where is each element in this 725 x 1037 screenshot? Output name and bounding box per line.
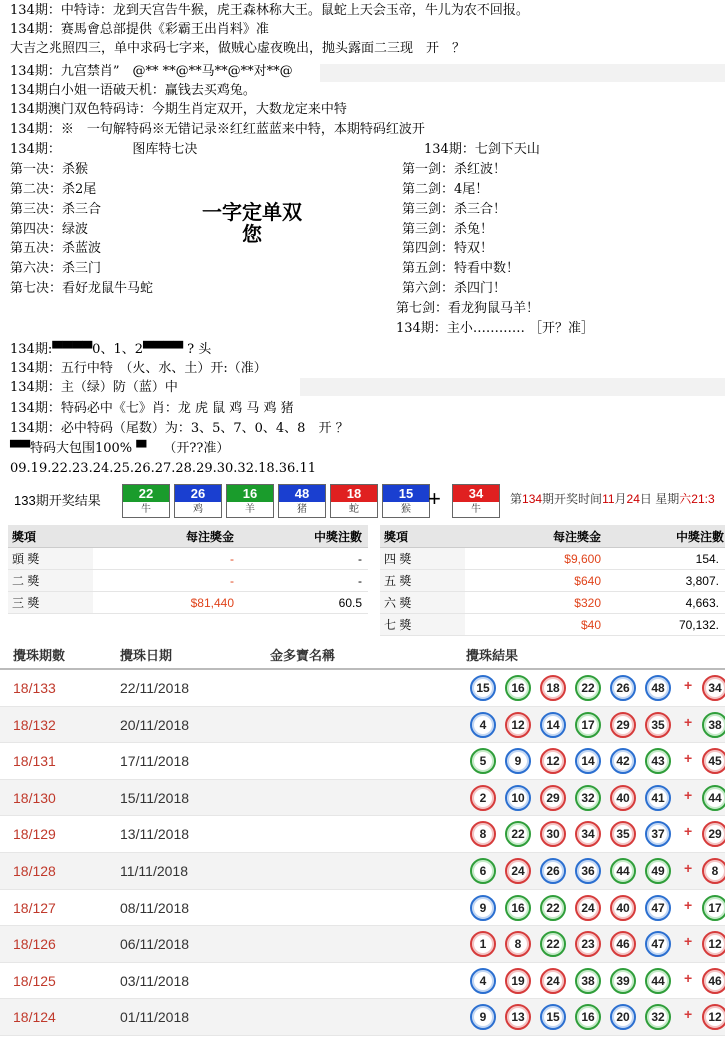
plus-icon: + xyxy=(684,750,693,767)
lottery-ball: 8 xyxy=(505,931,531,957)
draw-date: 11/11/2018 xyxy=(120,862,188,879)
draw-date: 15/11/2018 xyxy=(120,789,190,806)
draw-period[interactable]: 18/129 xyxy=(13,826,56,843)
prize-name: 五 獎 xyxy=(380,570,465,592)
draw-period[interactable]: 18/127 xyxy=(13,899,56,916)
plus-icon: + xyxy=(684,896,693,913)
text-line: 134期：必中特码（尾数）为：3、5、7、0、4、8 开 ？ xyxy=(10,421,349,436)
lottery-ball: 22 xyxy=(575,675,601,701)
special-ball: 17 xyxy=(702,895,725,921)
lottery-ball: 9 xyxy=(505,748,531,774)
plus-icon: + xyxy=(684,786,693,803)
col-header: 攪珠結果 xyxy=(466,648,519,663)
lottery-ball: 12 xyxy=(540,748,566,774)
lottery-ball: 20 xyxy=(610,1004,636,1030)
table-row xyxy=(0,926,725,963)
prize-amount: $81,440 xyxy=(93,592,235,614)
lottery-ball: 9 xyxy=(470,895,496,921)
lottery-ball: 35 xyxy=(610,821,636,847)
left-col-item: 第三决：杀三合 xyxy=(10,202,102,217)
lottery-ball: 24 xyxy=(575,895,601,921)
plus-icon: + xyxy=(684,859,693,876)
ball-zodiac: 鸡 xyxy=(175,502,221,517)
prize-count: 70,132. xyxy=(602,614,725,636)
row-shade xyxy=(320,64,725,82)
draw-period[interactable]: 18/124 xyxy=(13,1009,56,1026)
prize-count: 60.5 xyxy=(235,592,368,614)
draw-period[interactable]: 18/126 xyxy=(13,936,56,953)
ball-number: 34 xyxy=(453,485,499,502)
col-header: 金多寶名稱 xyxy=(270,648,336,663)
col-header: 攪珠日期 xyxy=(120,648,173,663)
lottery-ball: 15 xyxy=(540,1004,566,1030)
ball-zodiac: 牛 xyxy=(123,502,169,517)
left-col-item: 第一决：杀猴 xyxy=(10,162,89,177)
lottery-ball: 44 xyxy=(610,858,636,884)
right-col-item: 第六剑：杀四门！ xyxy=(402,281,507,296)
table-row xyxy=(0,963,725,1000)
right-col-item: 第七剑：看龙狗鼠马羊！ xyxy=(396,301,540,316)
lottery-ball: 47 xyxy=(645,895,671,921)
prize-count: - xyxy=(235,548,368,570)
prev-ball xyxy=(330,484,378,518)
prize-row xyxy=(380,614,725,636)
lottery-ball: 1 xyxy=(470,931,496,957)
draw-date: 08/11/2018 xyxy=(120,899,190,916)
prev-ball xyxy=(382,484,430,518)
lottery-ball: 32 xyxy=(575,785,601,811)
prize-amount: $40 xyxy=(465,614,602,636)
ball-number: 48 xyxy=(279,485,325,502)
text-line: 134期:▀▀▀▀0、1、2▀▀▀▀ ? 头 xyxy=(10,342,212,357)
prize-name: 七 獎 xyxy=(380,614,465,636)
table-row xyxy=(0,890,725,927)
lottery-ball: 14 xyxy=(575,748,601,774)
prize-name: 四 獎 xyxy=(380,548,465,570)
text-line: 大吉之兆照四三，单中求码七字来，做贼心虚夜晚出，抛头露面二三现 开 ？ xyxy=(10,41,466,56)
prize-row xyxy=(8,548,368,570)
next-info-text: 月 xyxy=(614,492,627,506)
lottery-ball: 5 xyxy=(470,748,496,774)
number-list: 09.19.22.23.24.25.26.27.28.29.30.32.18.36.11 xyxy=(10,461,316,476)
lottery-ball: 41 xyxy=(645,785,671,811)
prize-table-left xyxy=(8,525,368,614)
lottery-ball: 40 xyxy=(610,895,636,921)
draw-date: 03/11/2018 xyxy=(120,972,190,989)
text-line: 134期澳门双色特码诗：今期生肖定双开，大数龙定来中特 xyxy=(10,102,347,117)
prize-amount: $640 xyxy=(465,570,602,592)
left-col-item: 第五决：杀蓝波 xyxy=(10,241,102,256)
row-shade xyxy=(300,378,725,396)
special-ball: 46 xyxy=(702,968,725,994)
next-info-text: 日 星期 xyxy=(639,492,680,506)
special-ball: 34 xyxy=(702,675,725,701)
lottery-ball: 39 xyxy=(610,968,636,994)
prev-ball xyxy=(278,484,326,518)
lottery-ball: 8 xyxy=(470,821,496,847)
draw-date: 01/11/2018 xyxy=(120,1009,190,1026)
text-line: ▀▀特码大包围100% ▀ （开??准） xyxy=(10,441,230,456)
lottery-ball: 22 xyxy=(540,931,566,957)
next-info-text: 第 xyxy=(510,492,523,506)
lottery-ball: 18 xyxy=(540,675,566,701)
draw-period[interactable]: 18/131 xyxy=(13,753,56,770)
lottery-ball: 19 xyxy=(505,968,531,994)
right-col-item: 134期：主小………… ［开？准］ xyxy=(396,321,594,336)
prize-amount: - xyxy=(93,570,235,592)
text-line: 134期白小姐一语破天机：赢钱去买鸡兔。 xyxy=(10,83,256,98)
ball-number: 16 xyxy=(227,485,273,502)
plus-icon: + xyxy=(428,486,441,511)
left-col-item: 第七决：看好龙鼠牛马蛇 xyxy=(10,281,154,296)
lottery-ball: 40 xyxy=(610,785,636,811)
lottery-ball: 4 xyxy=(470,968,496,994)
draw-date: 17/11/2018 xyxy=(120,753,190,770)
right-col-item: 第四剑：特双！ xyxy=(402,241,494,256)
lottery-ball: 30 xyxy=(540,821,566,847)
lottery-ball: 24 xyxy=(540,968,566,994)
text-line: 134期：九宫禁肖” @** **@**马**@**对**@ xyxy=(10,64,293,79)
right-col-item: 第一剑：杀红波！ xyxy=(402,162,507,177)
prize-name: 二 獎 xyxy=(8,570,93,592)
right-col-item: 第三剑：杀兔！ xyxy=(402,222,494,237)
lottery-ball: 26 xyxy=(610,675,636,701)
prize-amount: - xyxy=(93,548,235,570)
text-line: 134期：中特诗：龙到天宫告牛猴，虎王森林称大王。鼠蛇上天会玉帝，牛儿为农不回报。 xyxy=(10,3,529,18)
lottery-ball: 36 xyxy=(575,858,601,884)
draw-period[interactable]: 18/128 xyxy=(13,862,56,879)
lottery-ball: 17 xyxy=(575,712,601,738)
lottery-ball: 15 xyxy=(470,675,496,701)
ball-number: 15 xyxy=(383,485,429,502)
lottery-ball: 22 xyxy=(540,895,566,921)
plus-icon: + xyxy=(684,823,693,840)
prize-count: - xyxy=(235,570,368,592)
left-col-header: 134期： 图库特七决 xyxy=(10,142,198,157)
left-col-item: 第二决：杀2尾 xyxy=(10,182,97,197)
text-line: 134期：特码必中《七》肖：龙 虎 鼠 鸡 马 鸡 猪 xyxy=(10,401,294,416)
ball-number: 22 xyxy=(123,485,169,502)
next-weekday: 六 xyxy=(679,492,692,506)
special-ball: 12 xyxy=(702,931,725,957)
draw-date: 20/11/2018 xyxy=(120,716,190,733)
ball-zodiac: 猴 xyxy=(383,502,429,517)
next-info-text: 期开奖时间 xyxy=(542,492,603,506)
table-row xyxy=(0,816,725,853)
prev-ball xyxy=(122,484,170,518)
next-time: 21:3 xyxy=(691,492,715,506)
text-line: 134期：※ 一句解特码※无错记录※红红蓝蓝来中特，本期特码红波开 xyxy=(10,122,425,137)
plus-icon: + xyxy=(684,933,693,950)
prize-table-right xyxy=(380,525,725,636)
draw-date: 06/11/2018 xyxy=(120,936,190,953)
right-col-item: 第五剑：特看中数！ xyxy=(402,261,520,276)
col-header: 中獎注數 xyxy=(235,525,368,548)
lottery-ball: 2 xyxy=(470,785,496,811)
col-header: 獎項 xyxy=(8,525,93,548)
plus-icon: + xyxy=(684,969,693,986)
right-col-header: 134期：七剑下天山 xyxy=(424,142,540,157)
prev-draw-label: 133期开奖结果 xyxy=(14,493,101,508)
ball-zodiac: 牛 xyxy=(453,502,499,517)
special-ball: 29 xyxy=(702,821,725,847)
draw-period[interactable]: 18/132 xyxy=(13,716,56,733)
draw-period[interactable]: 18/130 xyxy=(13,789,56,806)
prize-name: 六 獎 xyxy=(380,592,465,614)
lottery-ball: 29 xyxy=(610,712,636,738)
prev-special-ball xyxy=(452,484,500,518)
prize-row xyxy=(380,592,725,614)
results-table xyxy=(0,638,725,1036)
lottery-ball: 49 xyxy=(645,858,671,884)
col-header: 獎項 xyxy=(380,525,465,548)
lottery-ball: 46 xyxy=(610,931,636,957)
lottery-ball: 35 xyxy=(645,712,671,738)
table-row xyxy=(0,670,725,707)
lottery-ball: 37 xyxy=(645,821,671,847)
lottery-ball: 14 xyxy=(540,712,566,738)
lottery-ball: 29 xyxy=(540,785,566,811)
center-title: 一字定单双 您 xyxy=(202,200,302,246)
lottery-ball: 13 xyxy=(505,1004,531,1030)
lottery-ball: 34 xyxy=(575,821,601,847)
lottery-ball: 22 xyxy=(505,821,531,847)
lottery-ball: 24 xyxy=(505,858,531,884)
prize-name: 三 獎 xyxy=(8,592,93,614)
special-ball: 8 xyxy=(702,858,725,884)
ball-zodiac: 猪 xyxy=(279,502,325,517)
special-ball: 45 xyxy=(702,748,725,774)
next-period: 134 xyxy=(522,492,543,506)
ball-number: 26 xyxy=(175,485,221,502)
lottery-ball: 9 xyxy=(470,1004,496,1030)
prize-count: 4,663. xyxy=(602,592,725,614)
lottery-ball: 16 xyxy=(505,675,531,701)
lottery-ball: 4 xyxy=(470,712,496,738)
right-col-item: 第三剑：杀三合！ xyxy=(402,202,507,217)
prize-row xyxy=(8,570,368,592)
prize-name: 頭 獎 xyxy=(8,548,93,570)
lottery-ball: 47 xyxy=(645,931,671,957)
prize-amount: $320 xyxy=(465,592,602,614)
table-row xyxy=(0,743,725,780)
table-row xyxy=(0,707,725,744)
table-row xyxy=(0,780,725,817)
special-ball: 44 xyxy=(702,785,725,811)
prev-ball xyxy=(226,484,274,518)
prize-amount: $9,600 xyxy=(465,548,602,570)
text-line: 134期：主（绿）防（蓝）中 xyxy=(10,380,178,395)
prize-row xyxy=(380,548,725,570)
draw-date: 13/11/2018 xyxy=(120,826,190,843)
special-ball: 12 xyxy=(702,1004,725,1030)
lottery-ball: 23 xyxy=(575,931,601,957)
draw-period[interactable]: 18/133 xyxy=(13,680,56,696)
lottery-ball: 6 xyxy=(470,858,496,884)
next-day: 24 xyxy=(626,492,640,506)
special-ball: 38 xyxy=(702,712,725,738)
next-draw-info xyxy=(510,490,715,507)
text-line: 134期：五行中特 （火、水、土）开:（准） xyxy=(10,361,267,376)
lottery-ball: 26 xyxy=(540,858,566,884)
lottery-ball: 12 xyxy=(505,712,531,738)
table-row xyxy=(0,853,725,890)
left-col-item: 第四决：绿波 xyxy=(10,222,89,237)
next-month: 11 xyxy=(602,492,615,506)
right-col-item: 第二剑：4尾！ xyxy=(402,182,489,197)
lottery-ball: 43 xyxy=(645,748,671,774)
prize-row xyxy=(380,570,725,592)
draw-period[interactable]: 18/125 xyxy=(13,972,56,989)
prize-count: 154. xyxy=(602,548,725,570)
plus-icon: + xyxy=(684,677,693,693)
lottery-ball: 10 xyxy=(505,785,531,811)
ball-zodiac: 蛇 xyxy=(331,502,377,517)
lottery-ball: 44 xyxy=(645,968,671,994)
prize-row xyxy=(8,592,368,614)
ball-zodiac: 羊 xyxy=(227,502,273,517)
lottery-ball: 16 xyxy=(505,895,531,921)
results-header xyxy=(0,638,725,670)
lottery-ball: 42 xyxy=(610,748,636,774)
col-header: 中獎注數 xyxy=(602,525,725,548)
text-line: 134期：赛馬會总部提供《彩霸王出肖料》准 xyxy=(10,22,269,37)
prev-ball xyxy=(174,484,222,518)
table-row xyxy=(0,999,725,1036)
draw-date: 22/11/2018 xyxy=(120,680,190,696)
lottery-ball: 38 xyxy=(575,968,601,994)
prize-count: 3,807. xyxy=(602,570,725,592)
lottery-ball: 32 xyxy=(645,1004,671,1030)
ball-number: 18 xyxy=(331,485,377,502)
col-header: 攪珠期數 xyxy=(13,648,66,663)
plus-icon: + xyxy=(684,713,693,730)
lottery-ball: 16 xyxy=(575,1004,601,1030)
plus-icon: + xyxy=(684,1006,693,1023)
col-header: 每注獎金 xyxy=(465,525,602,548)
col-header: 每注獎金 xyxy=(93,525,235,548)
left-col-item: 第六决：杀三门 xyxy=(10,261,102,276)
lottery-ball: 48 xyxy=(645,675,671,701)
